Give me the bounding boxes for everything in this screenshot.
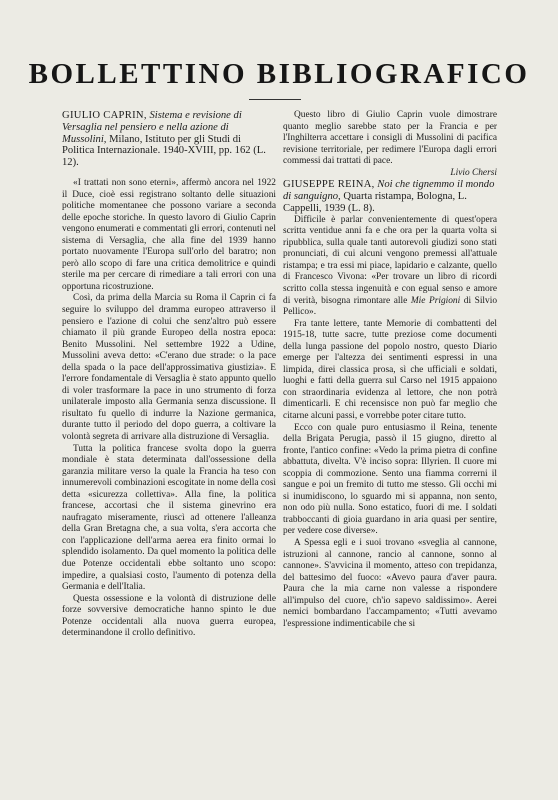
review-1-author: GIULIO CAPRIN,: [62, 110, 147, 121]
review-1-signature: Livio Chersi: [450, 167, 497, 178]
review-2-text: di Silvio Pellico».: [283, 295, 498, 318]
title-rule: [249, 99, 301, 100]
review-1-paragraph: Così, da prima della Marcia su Roma il Caprin ci fa seguire lo sviluppo del dramma europeo attraverso il pensiero e l'azione di colui che senz'altro può essere chiamato il più grande Europeo della nostra epoca: Benito Mussolini. Nel settembre 1922 a Udine, Mussolini aveva detto: «C'erano due strade: o la pace della spada o la pace dell'approssimativa giustizia». E l'errore fondamentale di Versaglia è stato appunto quello di voler trasformare la pace in uno strumento di forza unilaterale imposto alla Germania senza discussione. Il risultato fu quello di indurre la Nazione germanica, durante tutto il periodo del dopo guerra, a coltivare la volontà segreta di arrivare alla distruzione di Versaglia.: [62, 293, 276, 443]
review-2-paragraph: Ecco con quale puro entusiasmo il Reina, tenente della Brigata Perugia, passò il 15 giugno, diretto al fronte, l'antico confine: «Vedo la prima pietra di confine abbattuta, divelta. V'è inciso sopra: Illyrien. Il cuore mi scoppia di commozione. Sento una fiamma correrni il sangue e poi un fremito di tutto me stesso. Gli occhi mi si inumidiscono, lo sguardo mi si appanna, non sento, non odo più nulla. Sono estatico, fuori di me. I soldati trabboccanti di gioia guardano in aria quasi per sentire, per vedere cose diverse».: [283, 422, 497, 537]
right-column: [283, 110, 497, 630]
review-2-text: Difficile è parlar convenientemente di quest'opera scritta ventidue anni fa e che ora per la quarta volta si ripubblica, sulla quale tanti autorevoli giudizi sono stati pronunciati, di cui alcuni vengono premessi all'attuale ristampa; e tra essi mi piace, lapidario e calzante, quello di Francesco Vivona: «Per trovare un libro di ricordi scritto colla stessa ingenuità e con egual senso e amore di verità, bisogna rimontare alle: [283, 214, 497, 306]
review-2-cited-title: Mie Prigioni: [410, 295, 461, 306]
review-1-heading: [62, 110, 276, 169]
review-2-paragraph: Fra tante lettere, tante Memorie di combattenti del 1915-18, tutte sacre, tutte preziose come documenti della lunga passione del popolo nostro, questo Diario emerge per l'altezza dei sentimenti espressi in una limpida, direi classica prosa, sì che ufficiali e soldati, luoghi e fatti della guerra sul Carso nel 1915 appaiono con straordinaria evidenza al lettore, che non potrà dimenticarli. E chi recensisce non può far meglio che citarne alcuni passi, e vorrebbe poter citare tutto.: [283, 318, 497, 421]
review-1-paragraph: Tutta la politica francese svolta dopo la guerra mondiale è stata determinata dall'ossessione della garanzia militare verso la quale la Francia ha teso con innumerevoli combinazioni escogitate in nome della così detta «sicurezza collettiva». Alla fine, la politica francese, accortasi che il sistema ginevrino era naufragato miseramente, riuscì ad ottenere l'alleanza della Gran Bretagna che, a sua volta, s'era accorta che con l'applicazione dell'arma aerea era finito ormai lo splendido isolamento. Da quel momento la politica delle due Potenze occidentali ebbe soltanto uno scopo: impedire, a qualsiasi costo, l'aumento di potenza della Germania e dell'Italia.: [62, 443, 276, 593]
review-1-publication: Milano, Istituto per gli Studi di Politica Internazionale. 1940-XVIII, pp. 162 (L. 12).: [62, 133, 266, 169]
review-2-paragraph: [283, 215, 497, 319]
review-2-book-title: Noi che tignemmo il mondo di sanguigno,: [283, 179, 495, 203]
review-2-author: GIUSEPPE REINA,: [283, 179, 375, 191]
review-1-paragraph: Questo libro di Giulio Caprin vuole dimostrare quanto meglio sarebbe stato per la Francia e per l'Inghilterra accettare i consigli di Mussolini di pacifica revisione territoriale, per redimere l'Europa dagli errori commessi dai trattati di pace.: [283, 110, 497, 167]
left-column: [62, 110, 276, 640]
review-2-publication: Quarta ristampa, Bologna, L. Cappelli, 1939 (L. 8).: [283, 191, 467, 214]
review-1-paragraph: Questa ossessione e la volontà di distruzione delle forze sovversive democratiche hanno spinto le due Potenze occidentali alla nuova guerra europea, determinandone il crollo definitivo.: [62, 593, 276, 639]
review-1-book-title: Sistema e revisione di Versaglia nel pensiero e nella azione di Mussolini,: [62, 110, 242, 145]
review-1-paragraph: «I trattati non sono eterni», affermò ancora nel 1922 il Duce, cioè essi registrano soltanto delle situazioni politiche momentanee che possono variare a seconda delle epoche storiche. In questo lavoro di Giulio Caprin vengono enumerati e commentati gli errori, contenuti nel sistema di Versaglia, che alla fine del 1939 hanno portato nuovamente l'Europa sull'orlo del baratro; non però allo scopo di fare una critica demolitrice e quindi sterile ma per cercare di rimediare a tali errori con una opportuna ricostruzione.: [62, 177, 276, 292]
review-2-heading: [283, 179, 497, 214]
review-2-paragraph: A Spessa egli e i suoi trovano «sveglia al cannone, istruzioni al cannone, rancio al cannone, sonno al cannone». S'avvicina il momento, atteso con trepidanza, del battesimo del fuoco: «Avevo paura d'aver paura. Paura che la mia carne non valesse a rispondere all'impulso del cuore, ch'io sapevo saldissimo». Aerei nemici bombardano l'accampamento; «Tutti avevamo l'espressione indimenticabile che si: [283, 537, 497, 629]
section-title: BOLLETTINO BIBLIOGRAFICO: [28, 58, 530, 90]
